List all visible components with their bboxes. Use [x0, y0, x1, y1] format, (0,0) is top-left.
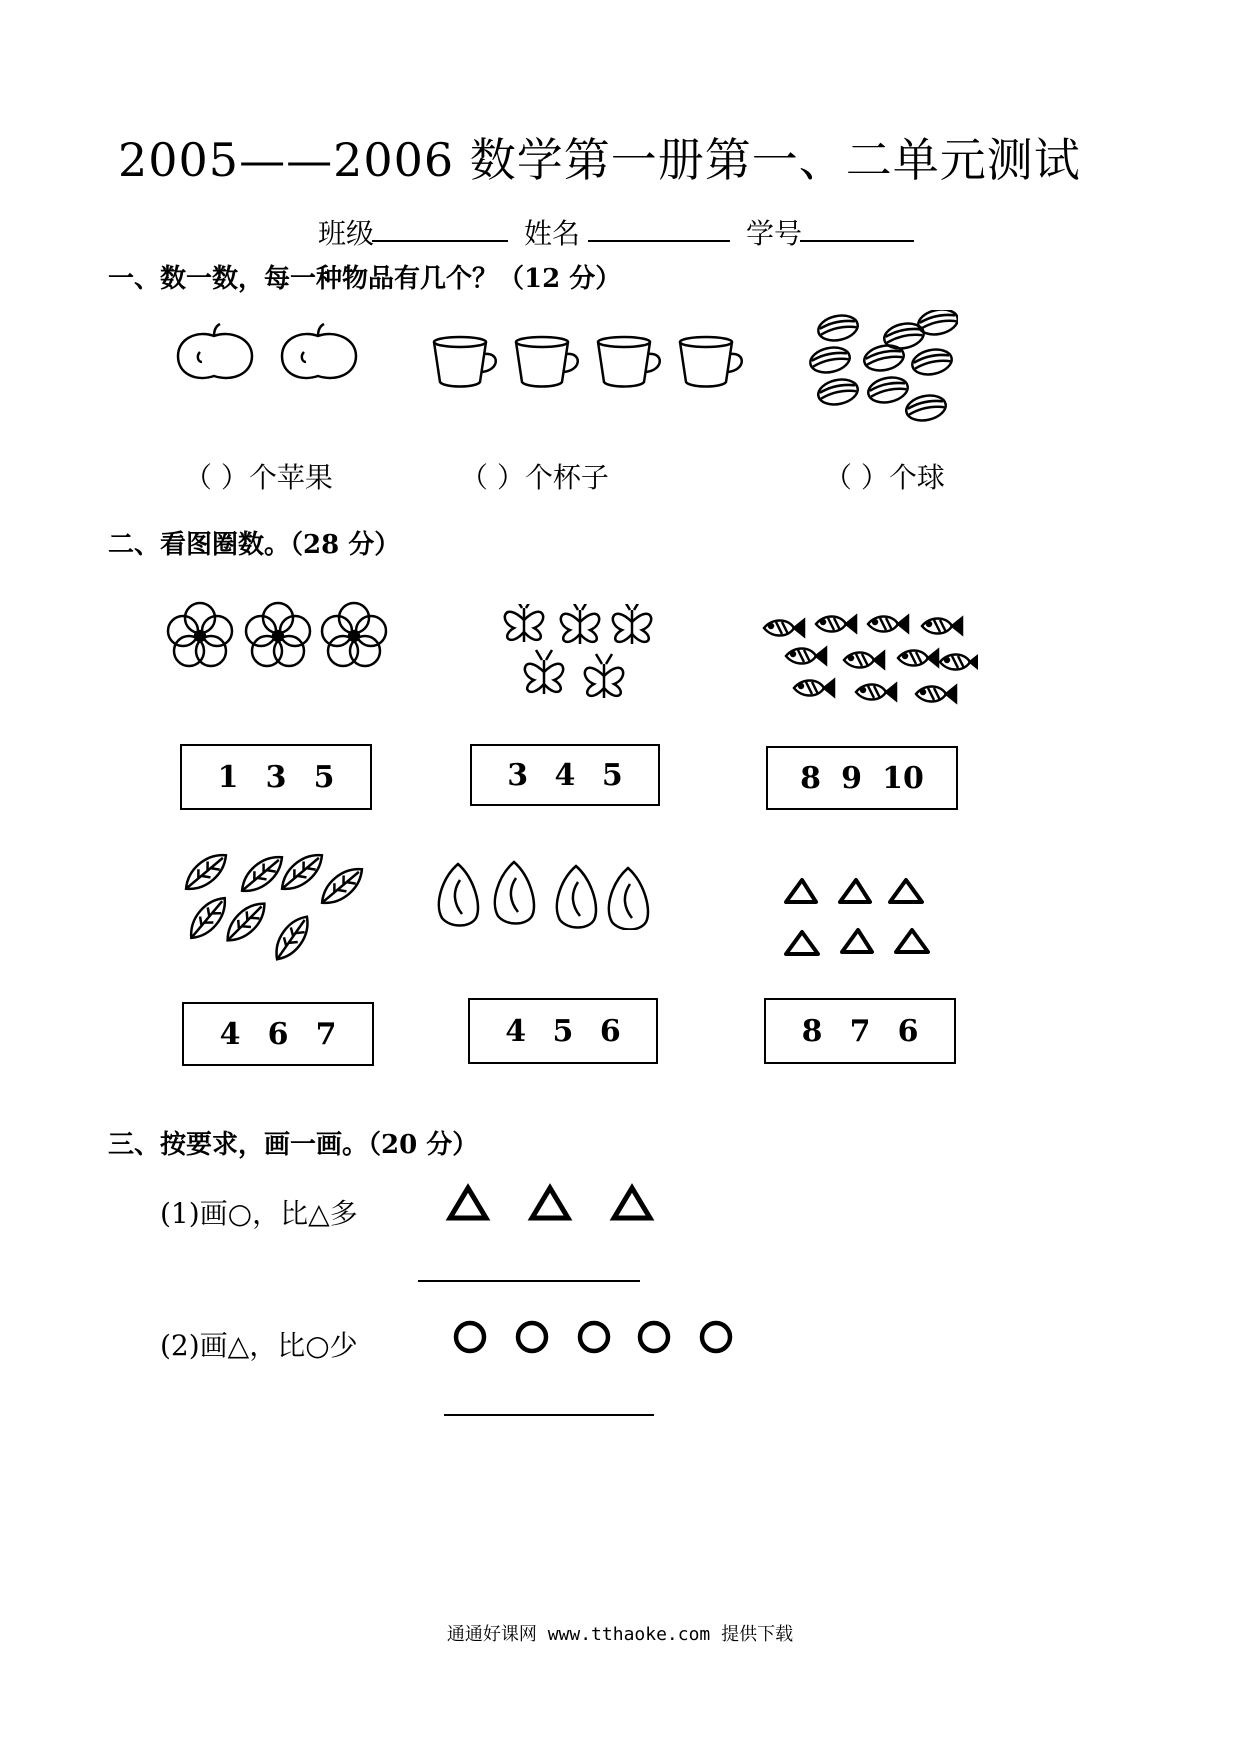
leaf-icon [268, 911, 315, 966]
fish-icon [816, 616, 856, 632]
ball-count-caption: （ ）个球 [824, 461, 945, 494]
flower-option-3[interactable]: 5 [313, 759, 335, 795]
flower-icon [162, 598, 394, 674]
ball-icon [808, 310, 958, 422]
fish-option-3[interactable]: 10 [882, 760, 924, 796]
class-blank[interactable] [372, 240, 508, 242]
fish-icon [868, 616, 908, 632]
flower-choice-box [180, 744, 372, 810]
name-blank[interactable] [588, 240, 730, 242]
ball-icon [862, 342, 906, 374]
fish-icon [844, 652, 884, 668]
section2-heading: 二、看图圈数。（28 分） [108, 530, 401, 560]
fish-icon [794, 680, 834, 696]
id-label: 学号 [746, 217, 803, 250]
task1-triangles [444, 1180, 660, 1224]
butterfly-option-1[interactable]: 3 [507, 757, 529, 793]
fish-icon [856, 684, 896, 700]
task2-answer-line[interactable] [444, 1414, 654, 1416]
fish-icon [760, 602, 978, 714]
triangle-option-1[interactable]: 8 [801, 1013, 823, 1049]
butterfly-icon [561, 604, 599, 644]
leaf-icon [235, 849, 288, 899]
leaf-icon [220, 896, 272, 948]
peach-icon [436, 860, 654, 930]
ball-icon [816, 376, 860, 408]
fish-icon [940, 654, 978, 670]
triangle-icon [532, 1188, 568, 1218]
apple-count-caption: （ ）个苹果 [184, 461, 333, 494]
flower-option-1[interactable]: 1 [217, 759, 239, 795]
section3-heading: 三、按要求，画一画。（20 分） [108, 1130, 479, 1160]
fish-option-2[interactable]: 9 [841, 760, 862, 796]
triangle-option-3[interactable]: 6 [897, 1013, 919, 1049]
fish-icon [786, 648, 826, 664]
leaf-icon [180, 846, 366, 970]
name-label: 姓名 [524, 217, 581, 250]
circle-icon [518, 1323, 546, 1351]
circle-icon [640, 1323, 668, 1351]
fish-icon [764, 620, 804, 636]
ball-icon [808, 344, 852, 376]
leaf-choice-box [182, 1002, 374, 1066]
fish-icon [916, 686, 956, 702]
fish-option-1[interactable]: 8 [800, 760, 821, 796]
butterfly-option-2[interactable]: 4 [554, 757, 576, 793]
page-title: 2005——2006 数学第一册第一、二单元测试 [118, 133, 1081, 187]
fish-choice-box [766, 746, 958, 810]
class-label: 班级 [318, 217, 375, 250]
triangle-option-2[interactable]: 7 [849, 1013, 871, 1049]
peach-choice-box [468, 998, 658, 1064]
leaf-icon [180, 847, 233, 897]
triangle-icon [778, 874, 940, 960]
cup-count-caption: （ ）个杯子 [460, 461, 609, 494]
triangle-icon [450, 1188, 486, 1218]
leaf-option-3[interactable]: 7 [315, 1016, 337, 1052]
ball-icon [816, 312, 860, 344]
peach-option-2[interactable]: 5 [552, 1013, 574, 1049]
leaf-option-1[interactable]: 4 [219, 1016, 241, 1052]
apple-icon [170, 320, 370, 390]
cup-icon [428, 330, 748, 392]
butterfly-icon [525, 650, 563, 694]
task2-label: (2)画△，比○少 [160, 1329, 358, 1362]
leaf-icon [275, 847, 328, 897]
butterfly-option-3[interactable]: 5 [601, 757, 623, 793]
butterfly-choice-box [470, 744, 660, 806]
ball-icon [904, 392, 948, 422]
butterfly-icon [505, 604, 543, 642]
butterfly-icon [492, 604, 664, 714]
task1-label: (1)画○，比△多 [160, 1197, 358, 1230]
circle-icon [456, 1323, 484, 1351]
circle-icon [580, 1323, 608, 1351]
butterfly-icon [613, 604, 651, 644]
triangle-choice-box [764, 998, 956, 1064]
footer-text: 通通好课网 www.tthaoke.com 提供下载 [446, 1624, 794, 1645]
task1-answer-line[interactable] [418, 1280, 640, 1282]
ball-icon [916, 310, 958, 338]
ball-icon [866, 374, 910, 406]
leaf-option-2[interactable]: 6 [267, 1016, 289, 1052]
leaf-icon [315, 861, 366, 911]
peach-option-3[interactable]: 6 [599, 1013, 621, 1049]
task2-circles [448, 1316, 738, 1358]
peach-option-1[interactable]: 4 [505, 1013, 527, 1049]
ball-icon [910, 346, 954, 378]
fish-icon [922, 618, 962, 634]
fish-icon [898, 650, 938, 666]
circle-icon [702, 1323, 730, 1351]
triangle-icon [614, 1188, 650, 1218]
butterfly-icon [585, 654, 623, 698]
section1-heading: 一、数一数，每一种物品有几个？（12 分） [108, 264, 622, 294]
flower-option-2[interactable]: 3 [265, 759, 287, 795]
leaf-icon [183, 891, 233, 944]
id-blank[interactable] [800, 240, 914, 242]
